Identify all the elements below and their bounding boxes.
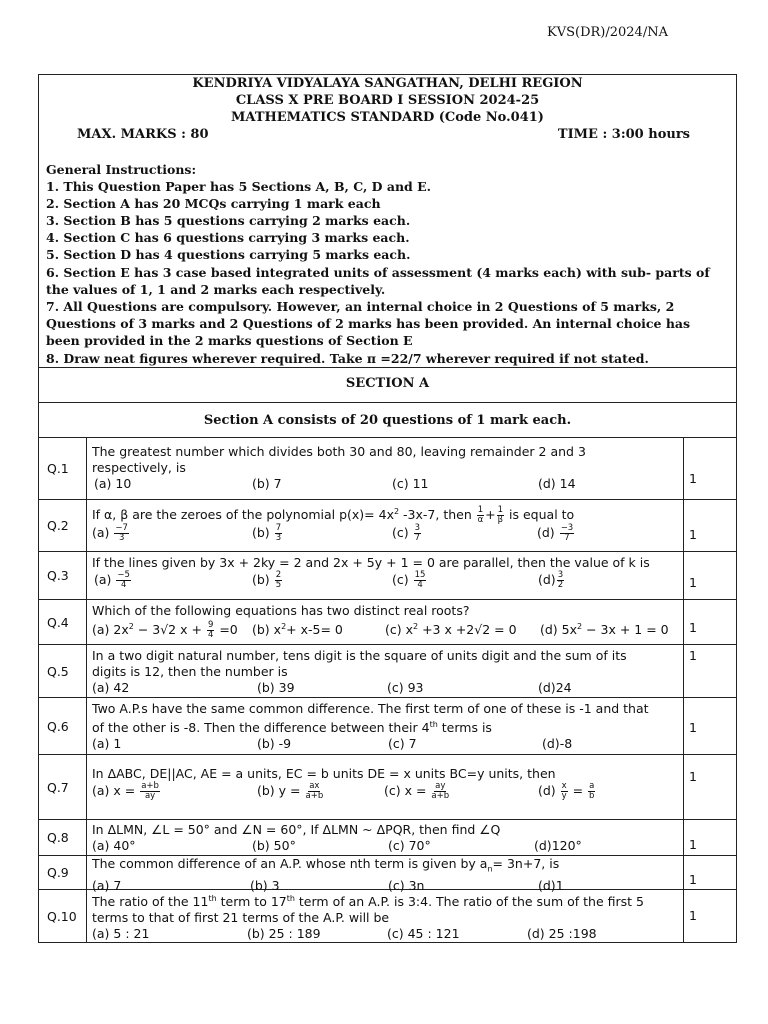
option-a: (a) 10 (94, 476, 132, 491)
question-mark (683, 820, 736, 855)
question-row (39, 438, 736, 500)
option-a: (a) $\frac{-7}{3}$ (92, 523, 128, 543)
question-line: In ΔLMN, ∠L = 50° and ∠N = 60°, If ΔLMN ~ ΔPQR, then find ∠Q (92, 822, 501, 837)
question-row (39, 890, 736, 942)
option-d: (d)24 (538, 680, 572, 695)
question-mark (683, 698, 736, 754)
options (92, 782, 682, 806)
instruction-line: 4. Section C has 6 questions carrying 3 marks each. (46, 230, 410, 245)
options (92, 571, 682, 595)
question-line: The greatest number which divides both 30 and 80, leaving remainder 2 and 3 (92, 444, 586, 459)
mark-value: 1 (689, 837, 697, 852)
question-line: Two A.P.s have the same common difference. The first term of one of these is -1 and that (92, 701, 649, 716)
question-text (92, 891, 682, 944)
option-b: (b) 50° (252, 838, 296, 853)
question-line: In a two digit natural number, tens digit is the square of units digit and the sum of its (92, 648, 627, 663)
instruction-line: Questions of 3 marks and 2 Questions of 2 marks has been provided. An internal choice has (46, 316, 691, 331)
instruction-line: 2. Section A has 20 MCQs carrying 1 mark each (46, 196, 381, 211)
question-line: If the lines given by 3x + 2ky = 2 and 2x + 5y + 1 = 0 are parallel, then the value of k is (92, 555, 650, 570)
question-row (39, 552, 736, 600)
option-b: (b) y = $\frac{ax}{a+b}$ (257, 781, 324, 801)
options (92, 736, 682, 754)
option-a: (a) 1 (92, 736, 122, 752)
option-d: (d) 14 (538, 476, 576, 491)
section-title: SECTION A (39, 367, 736, 403)
option-a: (a) x = $\frac{a+b}{ay}$ (92, 781, 159, 801)
option-b: (b) 39 (257, 680, 295, 695)
section-note: Section A consists of 20 questions of 1 mark each. (39, 403, 736, 438)
question-text (92, 766, 682, 806)
question-row (39, 755, 736, 820)
options (92, 838, 682, 856)
option-c: (c) $\frac{3}{7}$ (392, 523, 421, 543)
question-text (92, 444, 682, 494)
question-row (39, 856, 736, 893)
question-mark (683, 645, 736, 697)
question-number: Q.7 (39, 755, 87, 819)
question-mark (683, 755, 736, 819)
question-number: Q.2 (39, 500, 87, 551)
options (92, 619, 682, 641)
question-number: Q.5 (39, 645, 87, 697)
question-text (92, 555, 682, 595)
instruction-line: 5. Section D has 4 questions carrying 5 marks each. (46, 247, 411, 262)
option-b: (b) $\frac{2}{5}$ (252, 570, 282, 590)
mark-value: 1 (689, 720, 697, 735)
option-c: (c) 45 : 121 (387, 926, 460, 942)
instruction-line: 7. All Questions are compulsory. However, an internal choice in 2 Questions of 5 marks, 2 (46, 299, 675, 314)
question-number: Q.3 (39, 552, 87, 599)
fraction: $\frac{1}{\alpha}$ (477, 505, 484, 526)
instruction-line: been provided in the 2 marks questions of Section E (46, 333, 413, 348)
question-number: Q.6 (39, 698, 87, 754)
option-c: (c) x = $\frac{ay}{a+b}$ (384, 781, 450, 801)
instruction-line: 1. This Question Paper has 5 Sections A, B, C, D and E. (46, 179, 431, 194)
option-d: (d) $\frac{x}{y}$ = $\frac{a}{b}$ (538, 781, 595, 801)
question-row (39, 698, 736, 755)
fraction: $\frac{1}{\beta}$ (497, 505, 504, 526)
instructions-heading: General Instructions: (46, 162, 197, 177)
question-line: In ΔABC, DE||AC, AE = a units, EC = b units DE = x units BC=y units, then (92, 766, 556, 781)
question-text (92, 701, 682, 754)
option-b: (b) $x^2+ x-5= 0$ (252, 622, 343, 638)
option-b: (b) 7 (252, 476, 282, 491)
option-b: (b) 25 : 189 (247, 926, 321, 942)
question-line: The ratio of the 11th term to 17th term of an A.P. is 3:4. The ratio of the sum of the first 5 (92, 894, 644, 910)
question-paper (38, 74, 737, 943)
option-c: (c) 11 (392, 476, 429, 491)
mark-value: 1 (689, 471, 697, 486)
question-row (39, 600, 736, 645)
question-number: Q.4 (39, 600, 87, 644)
paper-header (39, 75, 736, 368)
question-number: Q.9 (39, 856, 87, 889)
option-c: (c) 70° (388, 838, 431, 853)
instruction-line: 6. Section E has 3 case based integrated units of assessment (4 marks each) with sub- parts of (46, 265, 710, 280)
school-name: KENDRIYA VIDYALAYA SANGATHAN, DELHI REGION (192, 76, 583, 91)
mark-value: 1 (689, 575, 697, 590)
option-c: (c) 7 (388, 736, 417, 752)
subject-title: MATHEMATICS STANDARD (Code No.041) (231, 110, 544, 125)
question-line: The common difference of an A.P. whose nth term is given by $a_n= 3n+7$, is (92, 856, 560, 874)
question-number: Q.10 (39, 890, 87, 942)
question-text (92, 648, 682, 698)
mark-value: 1 (689, 648, 697, 663)
mark-value: 1 (689, 872, 697, 887)
max-marks: MAX. MARKS : 80 (77, 127, 209, 142)
option-a: (a) $2x^2 - 3√2$ x + $\frac{9}{4}$ =0 (92, 620, 238, 641)
exam-title: CLASS X PRE BOARD I SESSION 2024-25 (235, 93, 540, 108)
option-a: (a) 5 : 21 (92, 926, 150, 942)
option-b: (b) 3 (250, 877, 280, 893)
options (92, 926, 682, 944)
options (92, 524, 682, 548)
instruction-line: 3. Section B has 5 questions carrying 2 marks each. (46, 213, 411, 228)
mark-value: 1 (689, 769, 697, 784)
question-line: If α, β are the zeroes of the polynomial $p(x)= 4x^2$ -3x-7, then $\frac{1}{\alpha}$ + $\frac{1}{\beta}$ is equal to (92, 505, 575, 526)
document-code: KVS(DR)/2024/NA (547, 25, 668, 40)
option-c: (c) $x^2 +3$ x +2√2 = 0 (385, 622, 517, 638)
option-d: (d)1 (538, 877, 564, 893)
option-d: (d) $\frac{3}{2}$ (538, 570, 564, 590)
question-number: Q.8 (39, 820, 87, 855)
question-line: respectively, is (92, 460, 186, 475)
option-c: (c) $\frac{15}{4}$ (392, 570, 426, 590)
option-a: (a) $\frac{-5}{4}$ (94, 570, 130, 590)
question-row (39, 645, 736, 698)
exam-time: TIME : 3:00 hours (557, 127, 690, 142)
question-mark (683, 438, 736, 499)
option-d: (d)-8 (542, 736, 573, 752)
option-d: (d) $5x^2 - 3x + 1 = 0$ (540, 622, 669, 638)
question-text (92, 822, 682, 856)
option-b: (b) -9 (257, 736, 292, 752)
question-mark (683, 890, 736, 942)
option-c: (c) 93 (387, 680, 424, 695)
question-line: of the other is -8. Then the difference between their 4th terms is (92, 720, 492, 736)
question-row (39, 500, 736, 552)
option-a: (a) 42 (92, 680, 130, 695)
question-number: Q.1 (39, 438, 87, 499)
option-a: (a) 7 (92, 877, 122, 893)
option-c: (c) 3n (388, 877, 425, 893)
question-text (92, 603, 682, 641)
mark-value: 1 (689, 908, 697, 923)
question-row (39, 820, 736, 856)
option-d: (d) 25 :198 (527, 926, 597, 942)
option-d: (d) $\frac{-3}{7}$ (537, 523, 574, 543)
instruction-line: 8. Draw neat figures wherever required. Take π =22/7 wherever required if not stated. (46, 351, 649, 366)
option-d: (d)120° (534, 838, 582, 853)
instruction-line: the values of 1, 1 and 2 marks each respectively. (46, 282, 386, 297)
options (92, 680, 682, 698)
question-line: Which of the following equations has two distinct real roots? (92, 603, 470, 618)
mark-value: 1 (689, 527, 697, 542)
question-mark (683, 600, 736, 644)
option-b: (b) $\frac{7}{3}$ (252, 523, 282, 543)
question-mark (683, 552, 736, 599)
mark-value: 1 (689, 620, 697, 635)
question-mark (683, 856, 736, 889)
question-text (92, 504, 682, 548)
option-a: (a) 40° (92, 838, 136, 853)
question-line: terms to that of first 21 terms of the A.P. will be (92, 910, 390, 926)
question-line: digits is 12, then the number is (92, 664, 288, 679)
options (92, 476, 682, 494)
question-mark (683, 500, 736, 551)
